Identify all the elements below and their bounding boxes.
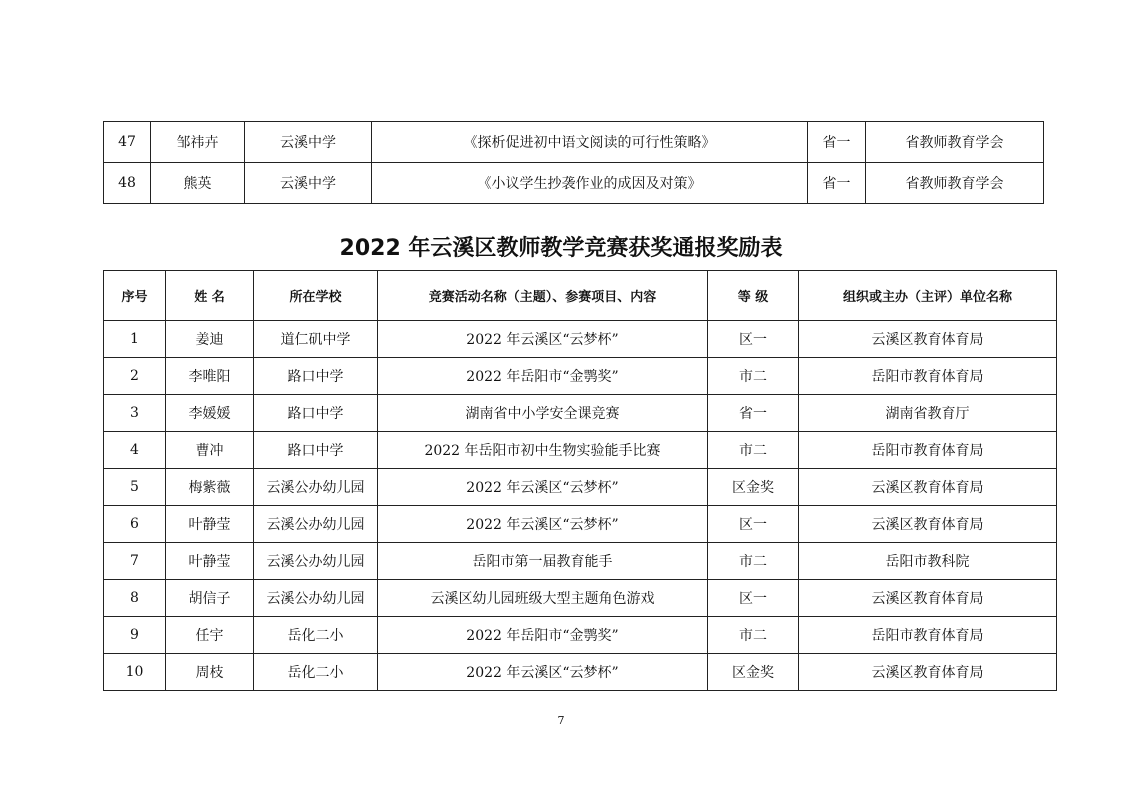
cell-index: 10: [104, 654, 166, 691]
table-row: [104, 321, 1057, 358]
table-title: 2022 年云溪区教师教学竞赛获奖通报奖励表: [339, 236, 783, 261]
cell-name: 姜迪: [166, 321, 254, 358]
cell-grade: 省一: [808, 122, 866, 163]
cell-index: 6: [104, 506, 166, 543]
table-row: [104, 395, 1057, 432]
cell-competition: 2022 年岳阳市“金鹗奖”: [378, 358, 708, 395]
cell-index: 47: [104, 122, 151, 163]
cell-name: 叶静莹: [166, 543, 254, 580]
cell-school: 云溪公办幼儿园: [254, 506, 378, 543]
page-number: 7: [557, 714, 565, 727]
cell-grade: 省一: [708, 395, 799, 432]
awards-body: [104, 321, 1057, 691]
cell-index: 8: [104, 580, 166, 617]
cell-name: 胡信子: [166, 580, 254, 617]
cell-index: 5: [104, 469, 166, 506]
cell-organizer: 省教师教育学会: [866, 163, 1044, 204]
continued-awards-table: [103, 121, 1044, 204]
cell-name: 任宇: [166, 617, 254, 654]
cell-school: 路口中学: [254, 358, 378, 395]
cell-index: 2: [104, 358, 166, 395]
cell-name: 梅紫薇: [166, 469, 254, 506]
cell-index: 1: [104, 321, 166, 358]
continued-awards-body: [104, 122, 1044, 204]
cell-organizer: 岳阳市教育体育局: [799, 617, 1057, 654]
cell-competition: 2022 年云溪区“云梦杯”: [378, 469, 708, 506]
table-row: [104, 506, 1057, 543]
table-row: [104, 469, 1057, 506]
cell-grade: 市二: [708, 543, 799, 580]
cell-school: 云溪中学: [245, 122, 372, 163]
cell-index: 3: [104, 395, 166, 432]
cell-grade: 市二: [708, 432, 799, 469]
cell-organizer: 云溪区教育体育局: [799, 469, 1057, 506]
cell-competition: 2022 年岳阳市“金鹗奖”: [378, 617, 708, 654]
cell-organizer: 岳阳市教育体育局: [799, 358, 1057, 395]
cell-organizer: 省教师教育学会: [866, 122, 1044, 163]
header-name: 姓 名: [166, 271, 254, 321]
cell-competition: 《探析促进初中语文阅读的可行性策略》: [372, 122, 808, 163]
table-row: [104, 432, 1057, 469]
cell-index: 7: [104, 543, 166, 580]
cell-competition: 云溪区幼儿园班级大型主题角色游戏: [378, 580, 708, 617]
cell-name: 李唯阳: [166, 358, 254, 395]
cell-school: 岳化二小: [254, 617, 378, 654]
awards-table: [103, 270, 1057, 691]
cell-organizer: 云溪区教育体育局: [799, 506, 1057, 543]
cell-name: 周枝: [166, 654, 254, 691]
cell-school: 岳化二小: [254, 654, 378, 691]
cell-name: 李媛媛: [166, 395, 254, 432]
cell-organizer: 岳阳市教科院: [799, 543, 1057, 580]
cell-school: 路口中学: [254, 432, 378, 469]
header-organizer: 组织或主办（主评）单位名称: [799, 271, 1057, 321]
cell-name: 曹冲: [166, 432, 254, 469]
cell-name: 叶静莹: [166, 506, 254, 543]
table-row: [104, 163, 1044, 204]
cell-index: 9: [104, 617, 166, 654]
cell-grade: 省一: [808, 163, 866, 204]
cell-organizer: 湖南省教育厅: [799, 395, 1057, 432]
cell-competition: 2022 年云溪区“云梦杯”: [378, 321, 708, 358]
cell-school: 云溪公办幼儿园: [254, 580, 378, 617]
cell-name: 熊英: [151, 163, 245, 204]
cell-competition: 2022 年云溪区“云梦杯”: [378, 654, 708, 691]
cell-grade: 区一: [708, 506, 799, 543]
table-row: [104, 543, 1057, 580]
table-row: [104, 358, 1057, 395]
cell-grade: 区一: [708, 580, 799, 617]
cell-school: 道仁矶中学: [254, 321, 378, 358]
cell-competition: 岳阳市第一届教育能手: [378, 543, 708, 580]
cell-school: 路口中学: [254, 395, 378, 432]
cell-name: 邹祎卉: [151, 122, 245, 163]
cell-organizer: 云溪区教育体育局: [799, 654, 1057, 691]
cell-index: 4: [104, 432, 166, 469]
cell-grade: 市二: [708, 617, 799, 654]
header-index: 序号: [104, 271, 166, 321]
cell-organizer: 云溪区教育体育局: [799, 321, 1057, 358]
cell-school: 云溪公办幼儿园: [254, 469, 378, 506]
table-row: [104, 654, 1057, 691]
table-row: [104, 580, 1057, 617]
cell-organizer: 岳阳市教育体育局: [799, 432, 1057, 469]
cell-grade: 区金奖: [708, 654, 799, 691]
cell-grade: 市二: [708, 358, 799, 395]
cell-competition: 《小议学生抄袭作业的成因及对策》: [372, 163, 808, 204]
table-row: [104, 617, 1057, 654]
table-row: [104, 122, 1044, 163]
cell-organizer: 云溪区教育体育局: [799, 580, 1057, 617]
cell-index: 48: [104, 163, 151, 204]
cell-competition: 2022 年云溪区“云梦杯”: [378, 506, 708, 543]
header-competition: 竞赛活动名称（主题）、参赛项目、内容: [378, 271, 708, 321]
cell-grade: 区金奖: [708, 469, 799, 506]
cell-competition: 湖南省中小学安全课竞赛: [378, 395, 708, 432]
header-school: 所在学校: [254, 271, 378, 321]
cell-competition: 2022 年岳阳市初中生物实验能手比赛: [378, 432, 708, 469]
cell-school: 云溪公办幼儿园: [254, 543, 378, 580]
header-row: [104, 271, 1057, 321]
header-grade: 等 级: [708, 271, 799, 321]
cell-school: 云溪中学: [245, 163, 372, 204]
cell-grade: 区一: [708, 321, 799, 358]
